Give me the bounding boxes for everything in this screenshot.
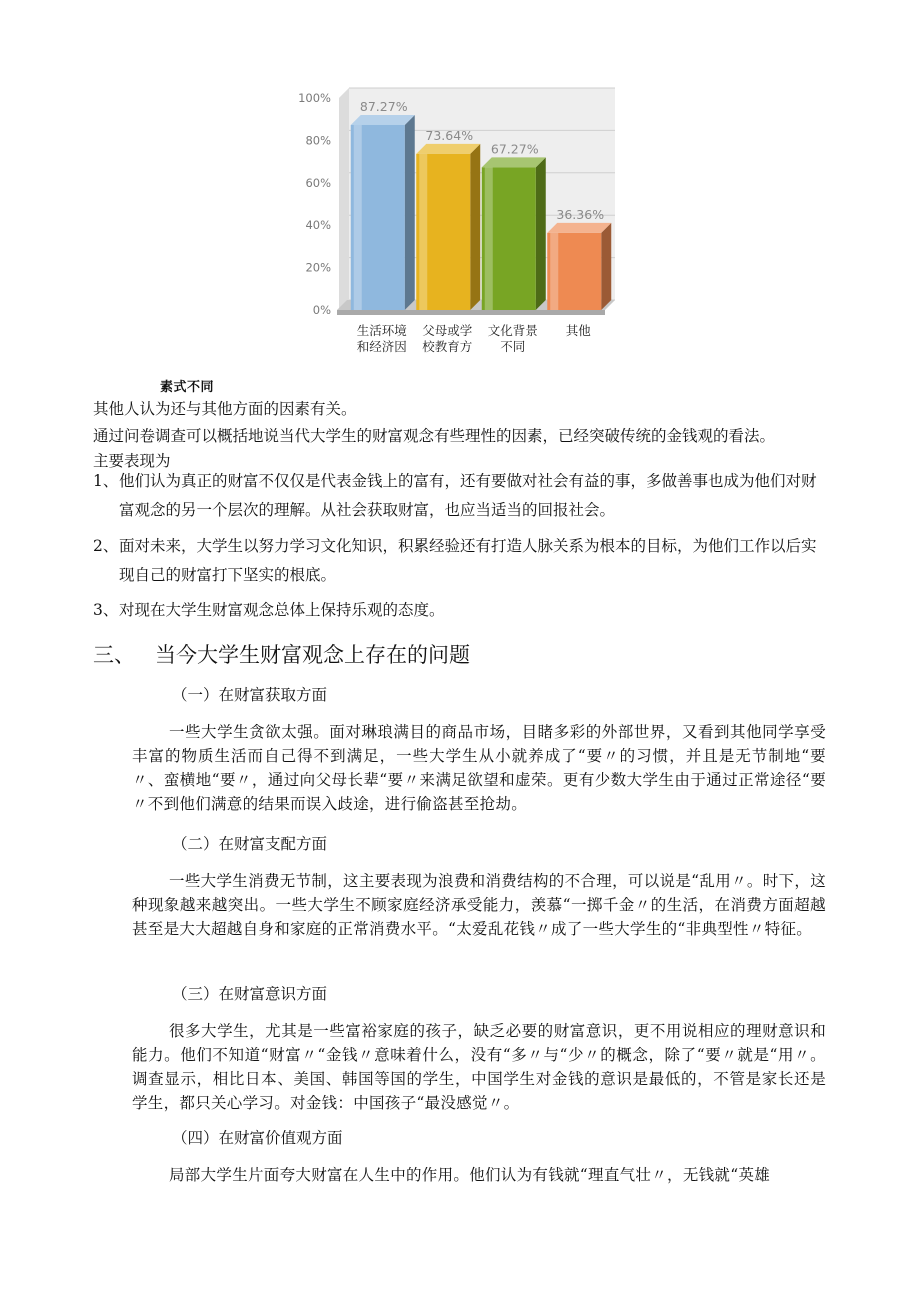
section-heading (93, 640, 470, 670)
list-item (93, 467, 825, 525)
bar-highlight (485, 167, 493, 310)
list-item (93, 596, 825, 625)
chart-floor-front (337, 310, 605, 315)
y-tick-label: 40% (305, 218, 331, 233)
subsection-heading: （一）在财富获取方面 (172, 686, 328, 704)
subsection-heading: （三）在财富意识方面 (172, 985, 328, 1003)
paragraph: 一些大学生消费无节制，这主要表现为浪费和消费结构的不合理，可以说是“乱用〃。时下，这种现象越来越突出。一些大学生不顾家庭经济承受能力，羡慕“一掷千金〃的生活，在消费方面超越甚至是大大超越自身和家庭的正常消费水平。“太爱乱花钱〃成了一些大学生的“非典型性〃特征。 (132, 872, 826, 938)
bar-chart (283, 86, 623, 370)
section-title: 当今大学生财富观念上存在的问题 (155, 643, 470, 667)
subsection-heading: （二）在财富支配方面 (172, 835, 328, 853)
bar-side (601, 223, 611, 310)
paragraph: 很多大学生，尤其是一些富裕家庭的孩子，缺乏必要的财富意识，更不用说相应的理财意识和能力。他们不知道“财富〃“金钱〃意味着什么，没有“多〃与“少〃的概念，除了“要〃就是“用〃。调查显示，相比日本、美国、韩国等国的学生，中国学生对金钱的意识是最低的，不管是家长还是学生，都只关心学习。对金钱：中国孩子“最没感觉〃。 (132, 1022, 826, 1112)
list-item (93, 532, 825, 590)
list-text: 他们认为真正的财富不仅仅是代表金钱上的富有，还有要做对社会有益的事，多做善事也成为他们对财富观念的另一个层次的理解。从社会获取财富，也应当适当的回报社会。 (119, 472, 817, 519)
y-tick-label: 80% (305, 133, 331, 148)
x-tick-label: 校教育方 (422, 339, 473, 354)
bar-highlight (354, 125, 362, 310)
x-tick-label: 和经济因 (356, 339, 407, 354)
paragraph: 局部大学生片面夸大财富在人生中的作用。他们认为有钱就“理直气壮〃，无钱就“英雄 (169, 1166, 771, 1184)
y-tick-label: 60% (305, 175, 331, 190)
bar-value-label: 36.36% (556, 206, 605, 222)
bar-side (536, 157, 546, 310)
bar-side (470, 144, 480, 310)
bar-top (416, 144, 480, 154)
intro-line-2: 通过问卷调查可以概括地说当代大学生的财富观念有些理性的因素，已经突破传统的金钱观的看法。 (93, 427, 776, 445)
x-tick-label: 其他 (565, 323, 591, 338)
list-number: 1、 (93, 472, 119, 490)
list-text: 对现在大学生财富观念总体上保持乐观的态度。 (119, 601, 445, 619)
intro-line-1: 其他人认为还与其他方面的因素有关。 (93, 400, 357, 418)
section-number: 三、 (93, 643, 135, 667)
list-number: 2、 (93, 537, 119, 555)
chart-caption: 素式不同 (160, 380, 215, 395)
chart-side-wall (339, 88, 349, 310)
x-tick-label: 生活环境 (356, 323, 407, 338)
bar-highlight (419, 154, 427, 310)
bar-side (405, 115, 415, 310)
bar-highlight (550, 233, 558, 310)
x-tick-label: 文化背景 (487, 323, 538, 338)
y-tick-label: 0% (312, 303, 331, 317)
bar-top (351, 115, 415, 125)
y-tick-label: 100% (298, 91, 331, 105)
bar-value-label: 73.64% (425, 127, 474, 143)
y-tick-label: 20% (305, 260, 331, 275)
bar-top (547, 223, 611, 233)
bar-value-label: 87.27% (359, 98, 408, 114)
paragraph: 一些大学生贪欲太强。面对琳琅满目的商品市场，目睹多彩的外部世界，又看到其他同学享受丰富的物质生活而自己得不到满足，一些大学生从小就养成了“要〃的习惯，并且是无节制地“要〃、蛮横地“要〃，通过向父母长辈“要〃来满足欲望和虚荣。更有少数大学生由于通过正常途径“要〃不到他们满意的结果而误入歧途，进行偷盗甚至抢劫。 (132, 723, 826, 813)
x-tick-label: 不同 (500, 339, 526, 354)
intro-line-3: 主要表现为 (93, 452, 171, 470)
list-number: 3、 (93, 601, 119, 619)
subsection-heading: （四）在财富价值观方面 (172, 1129, 343, 1147)
bar-top (482, 157, 546, 167)
bar-chart-svg (283, 86, 623, 370)
x-tick-label: 父母或学 (422, 323, 473, 338)
list-text: 面对未来，大学生以努力学习文化知识，积累经验还有打造人脉关系为根本的目标，为他们工作以后实现自己的财富打下坚实的根底。 (119, 537, 817, 584)
bar-value-label: 67.27% (490, 141, 539, 157)
